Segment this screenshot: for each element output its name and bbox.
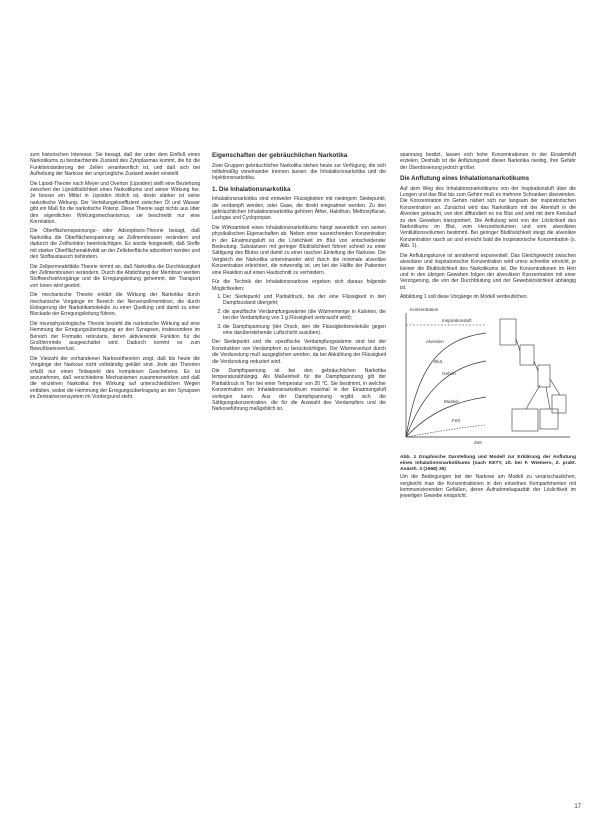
anflutung-heading: Die Anflutung eines Inhalationsnarkotikums [400, 175, 530, 183]
figure-graphic [400, 305, 576, 453]
brain-label: Gehirn [442, 370, 456, 376]
left-column [30, 152, 200, 402]
right-column [400, 152, 576, 501]
left-paragraph-1: zum historischen Interesse. Sie besagt, daß der unter dem Einfluß eines Narkotikums zu beobachtende Zustand des Zytoplasmas kommt, die für die Funktionsänderung der Zellen verantwortlich ist, und daß sich bei Aufhebung der Narkose der ursprüngliche Zustand wieder einstellt. [30, 152, 200, 178]
neurophysiological-theory-paragraph: Die neurophysiologische Theorie bezieht die narkotische Wirkung auf eine Hemmung der Erregungsübertragung an den Synapsen, insbesondere im Bereich der Formatio reticularis, deren aktivierende Funktion für die Großhirnrinde ausgeschaltet wird. Dadurch kommt es zum Bewußtseinsverlust. [30, 320, 200, 353]
list-item: 1. Der Siedepunkt und Partialdruck, bei der eine Flüssigkeit in den Dampfzustand übergeht; [223, 294, 386, 307]
vessel-model [500, 319, 566, 431]
vessel-inspiration [500, 319, 516, 345]
inspiration-label: Inspirationsluft [442, 317, 472, 323]
properties-list [212, 294, 386, 336]
mechanical-theory-paragraph: Die mechanische Theorie erklärt die Wirkung der Narkotika durch mechanische Vorgänge im Bereich der Nervenzellmembran, die durch Einlagerung der Narkotikamoleküle zu einer Quellung und damit zu einer Blockade der Erregungsleitung führen. [30, 292, 200, 318]
middle-closing-2: Die Dampfspannung ist bei den gebräuchlichen Narkotika temperaturabhängig. Als Maßeinheit für die Dampfspannung gilt der Partialdruck in Torr bei einer Temperatur von 20 °C. Sie bestimmt, in welcher Konzentration ein Inhalationsnarkotikum maximal in der Einatmungsluft vorliegen kann. Aus der Dampfspannung ergibt sich die Sättigungskonzentration, die für die Auswahl des Verdampfers und die Narkoseführung maßgeblich ist. [212, 367, 386, 413]
list-item: 2. die spezifische Verdampfungswärme (die Wärmemenge in Kalorien, die bei der Verdampfung von 1 g Flüssigkeit verbraucht wird); [223, 309, 386, 322]
section-intro: Zwei Gruppen gebräuchlicher Narkotika stehen heute zur Verfügung, die sich mittelmäßig voneinander trennen lassen: die Inhalationsnarkotika und die Injektionsnarkotika. [212, 162, 386, 182]
middle-paragraph-1: Inhalationsnarkotika sind entweder Flüssigkeiten mit niedrigem Siedepunkt, die verdampft werden, oder Gase, die direkt eingeatmet werden. Zu den gebräuchlichen Inhalationsnarkotika gehören Äther, Halothan, Methoxyfluran, Lachgas und Cyclopropan. [212, 196, 386, 222]
right-paragraph-3: Abbildung 1 soll diese Vorgänge im Modell verdeutlichen. [400, 294, 528, 301]
right-closing: Um die Bedingungen bei der Narkose am Modell zu veranschaulichen, vergleicht man die Konzentrationen in den einzelnen Kompartimenten mit kommunizierenden Gefäßen, deren Aufnahmekapazität der Löslichkeit im jeweiligen Gewebe entspricht. [400, 474, 576, 500]
muscle-label: Muskel [444, 398, 459, 404]
blood-label: Blut [434, 358, 442, 364]
middle-paragraph-2: Die Wirksamkeit eines Inhalationsnarkotikums hängt wesentlich von seinen physikalischen Eigenschaften ab. Neben einer ausreichenden Konzentration in der Einatmungsluft ist die Löslichkeit im Blut von entscheidender Bedeutung. Substanzen mit geringer Blutlöslichkeit führen schnell zu einer Sättigung des Blutes und damit zu einer raschen Einleitung der Narkose. Der Vergleich der Narkotika untereinander wird durch die minimale alveoläre Konzentration erleichtert, die notwendig ist, um bei der Hälfte der Patienten eine Reaktion auf einen Hautschnitt zu verhindern. [212, 224, 386, 276]
vessel-blood [538, 365, 550, 387]
page-number: 17 [574, 804, 581, 810]
vessel-muscle [540, 409, 558, 429]
right-paragraph-2: Die Anflutungskurve ist annähernd exponentiell. Das Gleichgewicht zwischen alveolärer und inspiratorischer Konzentration wird umso schneller erreicht, je kleiner die Blutlöslichkeit des Narkotikums ist. Die Konzentrationen im Hirn und in den übrigen Geweben folgen der alveolären Konzentration mit einer Verzögerung, die von der Durchblutung und der Gewebslöslichkeit abhängig ist. [400, 252, 576, 291]
fat-label: Fett [452, 417, 460, 423]
list-item: 3. die Dampfspannung (der Druck, den die Flüssigkeitsmoleküle gegen eine darüberstehende Luftschicht ausüben). [223, 324, 386, 337]
permeability-theory-paragraph: Die Zellpermeabilitäts-Theorie nimmt an, daß Narkotika die Durchlässigkeit der Zellmembranen verändern. Durch die Abdichtung der Membran werden Stoffwechselvorgänge und die Erregungsleitung gehemmt, der Transport von Ionen wird gestört. [30, 263, 200, 289]
x-axis-label: Zeit [474, 439, 482, 445]
section-heading: Eigenschaften der gebräuchlichen Narkotika [212, 152, 348, 159]
subsection-heading: 1. Die Inhalationsnarkotika [212, 185, 291, 193]
middle-column [212, 152, 386, 414]
adsorption-theory-paragraph: Die Oberflächenspannungs- oder Adsorptions-Theorie besagt, daß Narkotika die Oberflächenspannung an Zellmembranen verändern und dadurch die Zellfunktion beeinträchtigen. Es wurde festgestellt, daß Stoffe mit starker Oberflächenaktivität an der Zelloberfläche adsorbiert werden und den Stoffaustausch behindern. [30, 228, 200, 261]
vessel-brain [552, 395, 566, 413]
right-paragraph-1: Auf dem Weg des Inhalationsnarkotikums von der Inspirationsluft über die Lungen und das Blut bis zum Gehirn muß es mehrere Schranken überwinden. Die Konzentration im Gehirn nähert sich nur langsam der inspiratorischen Konzentration an. Zunächst wird das Narkotikum mit der Atemluft in die Alveolen gebracht, von dort diffundiert es ins Blut und wird mit dem Kreislauf zu den Geweben transportiert. Die Anflutung wird von der Löslichkeit des Narkotikums im Blut, vom Herzzeitvolumen und vom alveolären Ventilationsvolumen bestimmt. Bei geringer Blutlöslichkeit steigt die alveoläre Konzentration rasch an und erreicht bald die inspiratorische Konzentration (s. Abb. 1). [400, 185, 576, 250]
figure-uptake-model [400, 305, 576, 453]
middle-closing-1: Der Siedepunkt und die spezifische Verdampfungswärme sind bei der Konstruktion von Verdampfern zu berücksichtigen. Der Wärmeverlust durch die Verdunstung muß ausgeglichen werden, da bei Abkühlung der Flüssigkeit die Verdunstung reduziert wird. [212, 339, 386, 365]
lipoid-theory-paragraph: Die Lipoid-Theorie nach Meyer und Overton (Lipoiden) stellt eine Beziehung zwischen der Lipoidlöslichkeit eines Narkotikums und seiner Wirkung her. Je besser ein Mittel in Lipoiden löslich ist, desto stärker ist seine narkotische Wirkung. Der Verteilungskoeffizient zwischen Öl und Wasser gibt ein Maß für die narkotische Potenz. Diese Theorie sagt nichts aus über den eigentlichen Wirkungsmechanismus, sie beschreibt nur eine Korrelation. [30, 180, 201, 226]
fat-curve [406, 425, 486, 437]
vessel-alveoli [520, 345, 534, 365]
right-intro: spannung besitzt, lassen sich hohe Konzentrationen in der Einatemluft erzielen. Deshalb ist die Anflutungszeit dieser Narkotika niedrig, ihre Gefahr der Überdosierung jedoch größer. [400, 152, 576, 171]
vessel-fat [512, 409, 538, 431]
middle-paragraph-3: Für die Technik der Inhalationsnarkose ergeben sich daraus folgende Möglichkeiten: [212, 279, 386, 292]
theory-summary-paragraph: Die Vielzahl der vorhandenen Narkosetheorien zeigt, daß bis heute die Vorgänge der Narkose nicht vollständig geklärt sind. Jede der Theorien erfaßt nur einen Teilaspekt des komplexen Geschehens. Es ist anzunehmen, daß verschiedene Mechanismen zusammenwirken und daß die einzelnen Narkotika ihre Wirkung auf unterschiedlichen Wegen entfalten, wobei die Hemmung der Erregungsübertragung an den Synapsen im Zentralnervensystem im Vordergrund steht. [30, 355, 200, 401]
figure-caption [400, 455, 576, 474]
y-axis-label: Konzentration [410, 306, 439, 312]
alveolar-curve [406, 333, 486, 437]
caption-text: Abb. 1 Graphische Darstellung und Modell zur Erklärung der Anflutung eines Inhalationsnarkotikums (nach KETY, zit. bei F. Wiemers, Z. prakt. Anästh. 3 (1968) 36) [400, 454, 576, 472]
alveoli-label: Alveolen [426, 338, 444, 344]
